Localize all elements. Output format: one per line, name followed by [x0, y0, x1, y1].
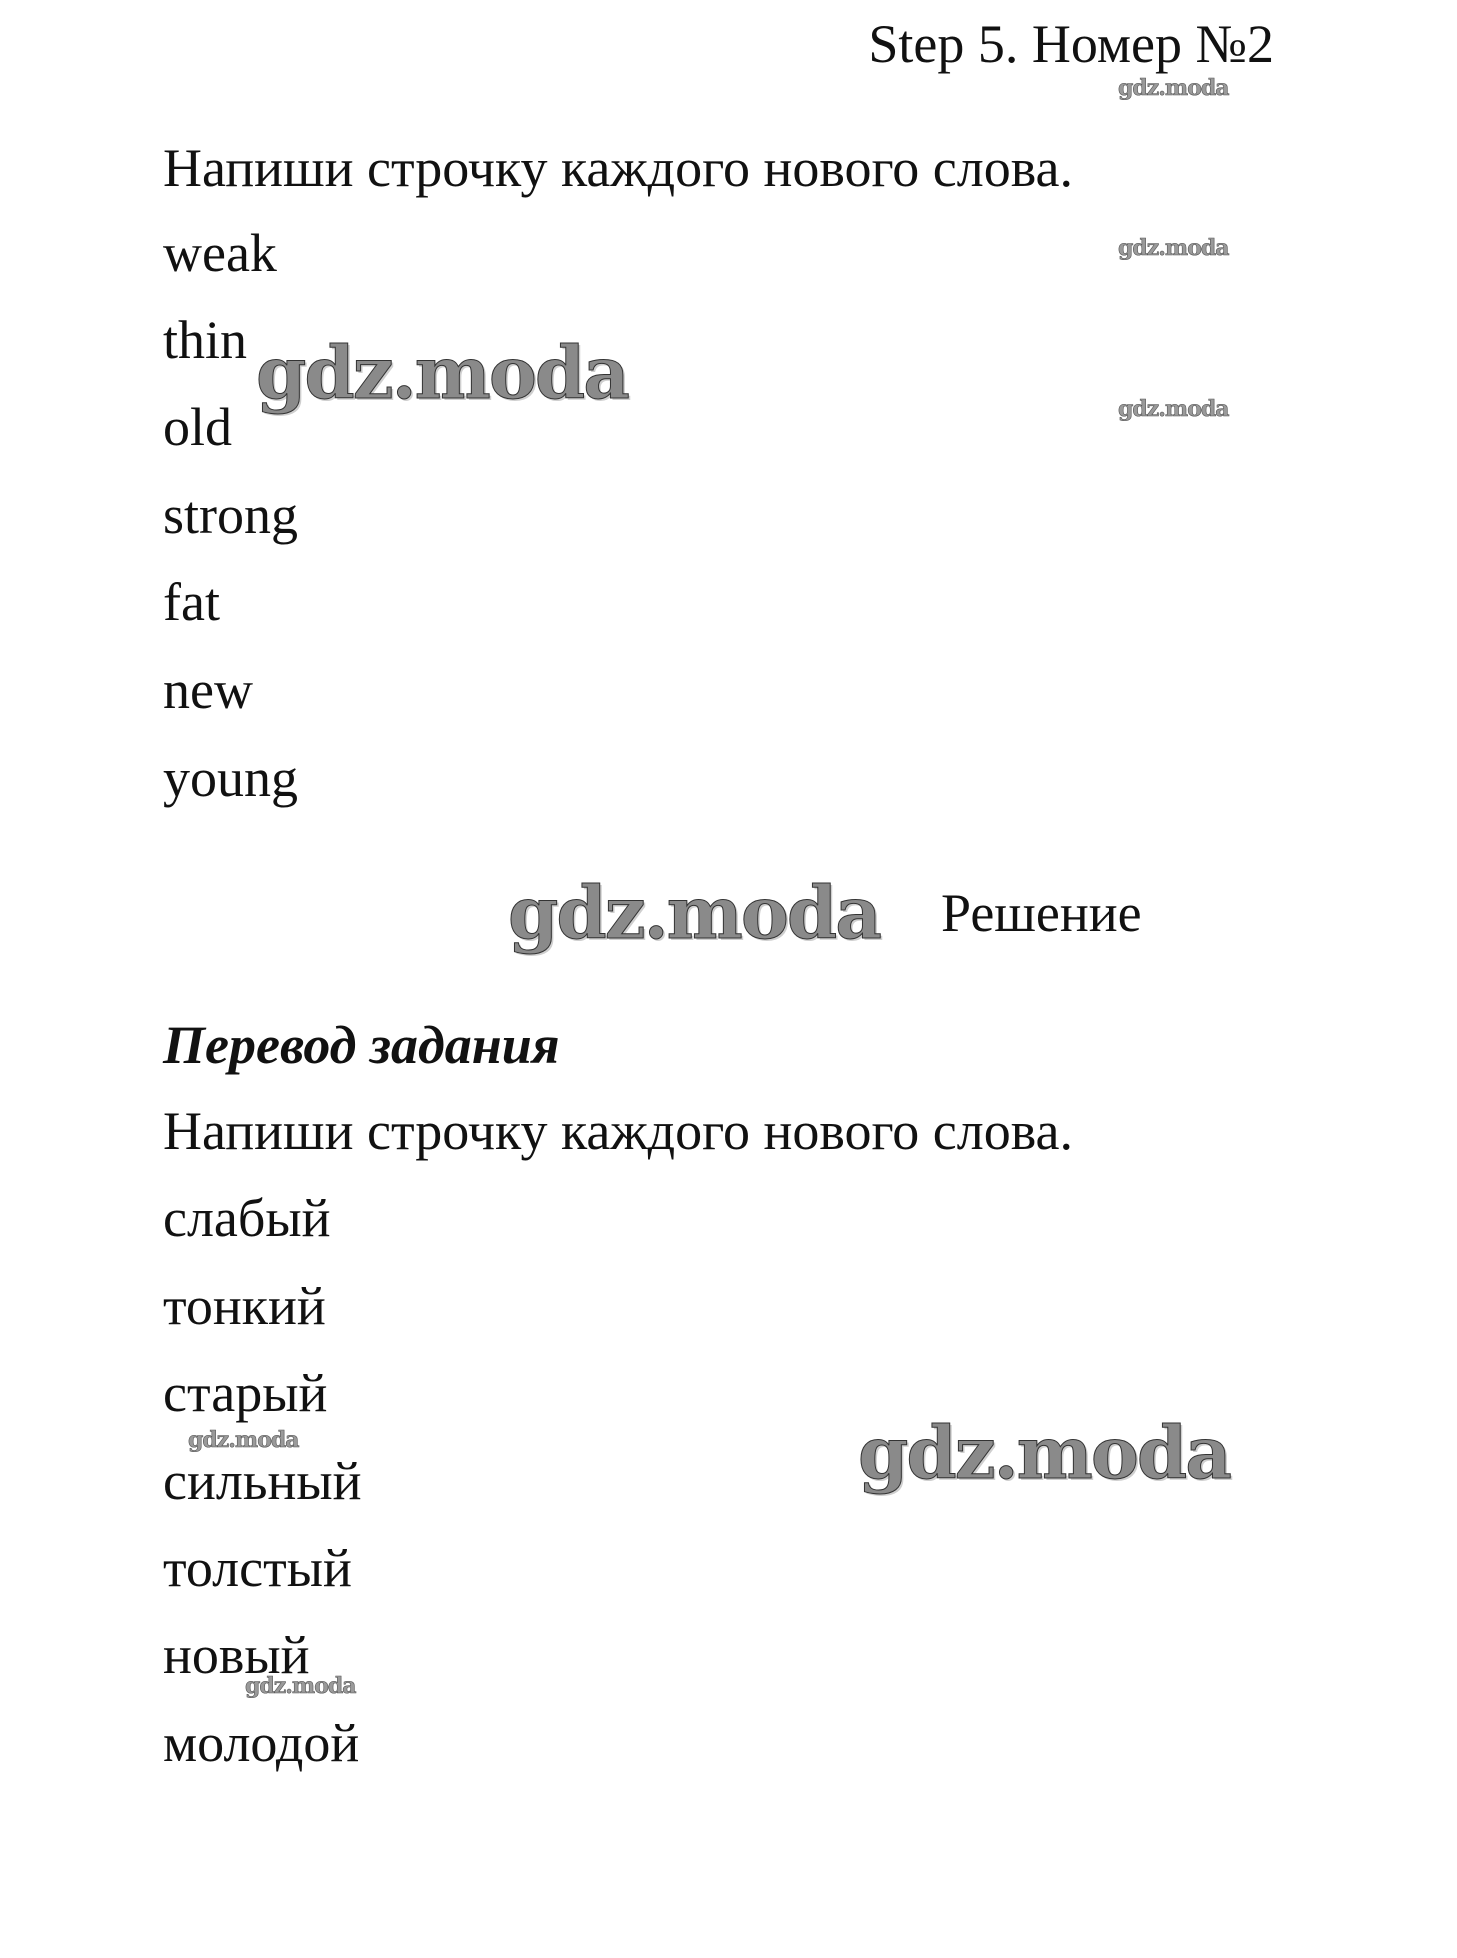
watermark-logo: gdz.moda — [188, 1427, 299, 1453]
watermark-logo: gdz.moda — [256, 330, 628, 415]
translated-word-item: толстый — [163, 1538, 352, 1598]
watermark-logo: gdz.moda — [245, 1673, 356, 1699]
translated-word-item: новый — [163, 1625, 310, 1685]
word-item: thin — [163, 310, 248, 370]
task-instruction: Напиши строчку каждого нового слова. — [163, 138, 1073, 198]
word-item: new — [163, 660, 253, 720]
word-item: strong — [163, 485, 298, 545]
translated-word-item: молодой — [163, 1713, 360, 1773]
translated-word-item: сильный — [163, 1451, 362, 1511]
solution-label: Решение — [941, 883, 1142, 943]
translated-word-item: слабый — [163, 1188, 331, 1248]
page-title: Step 5. Номер №2 — [868, 14, 1274, 74]
watermark-logo: gdz.moda — [508, 870, 880, 955]
watermark-logo: gdz.moda — [1118, 396, 1229, 422]
watermark-logo: gdz.moda — [858, 1410, 1230, 1495]
translation-instruction: Напиши строчку каждого нового слова. — [163, 1101, 1073, 1161]
translated-word-item: старый — [163, 1363, 328, 1423]
watermark-logo: gdz.moda — [1118, 235, 1229, 261]
translation-heading: Перевод задания — [163, 1015, 560, 1075]
word-item: old — [163, 397, 233, 457]
watermark-logo: gdz.moda — [1118, 75, 1229, 101]
word-item: weak — [163, 223, 277, 283]
word-item: young — [163, 748, 298, 808]
translated-word-item: тонкий — [163, 1276, 326, 1336]
word-item: fat — [163, 572, 220, 632]
